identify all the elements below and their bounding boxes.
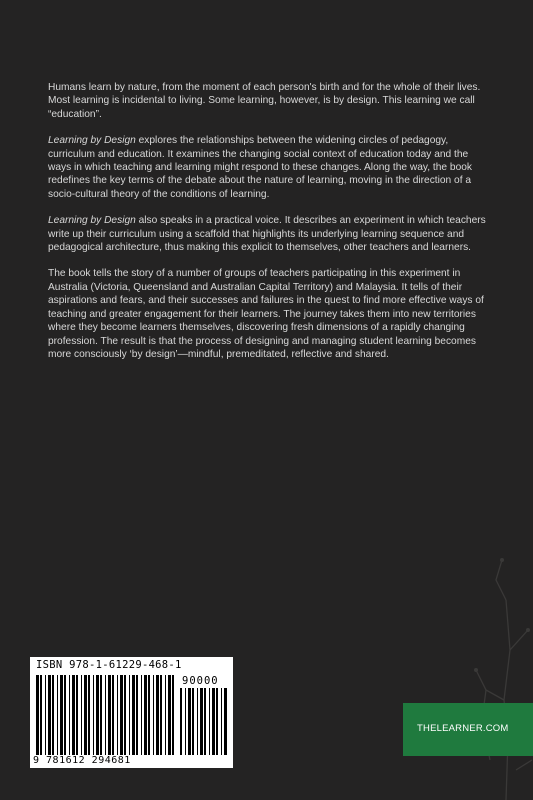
barcode-bar bbox=[221, 688, 222, 755]
barcode-bar bbox=[132, 675, 135, 755]
blurb-paragraph-2-text: explores the relationships between the widening circles of pedagogy, curriculum and education. It examines the changing social context of education today and the ways in which teaching and learning might respond to these changes. Along the way, the book redefines the key terms of the debate about the nature of learning, moving in the direction of a socio-cultural theory of the conditions of learning. bbox=[48, 135, 472, 200]
barcode-bar bbox=[76, 675, 78, 755]
barcode-bar bbox=[224, 688, 227, 755]
barcode-bar bbox=[117, 675, 118, 755]
barcode-bar bbox=[57, 675, 58, 755]
blurb-paragraph-3-text: also speaks in a practical voice. It describes an experiment in which teachers write up their curriculum using a scaffold that highlights its underlying learning sequence and pedagogical architecture, thus making this explicit to themselves, other teachers and learners. bbox=[48, 215, 486, 254]
barcode-bar bbox=[72, 675, 75, 755]
barcode-bar bbox=[197, 688, 198, 755]
barcode-bar bbox=[69, 675, 70, 755]
back-cover-blurb bbox=[48, 81, 490, 374]
publisher-badge bbox=[403, 703, 533, 756]
barcode-bar bbox=[60, 675, 63, 755]
barcode-bar bbox=[212, 688, 215, 755]
barcode-bar bbox=[52, 675, 54, 755]
barcode-bar bbox=[136, 675, 138, 755]
barcode-bar bbox=[141, 675, 142, 755]
barcode-bar bbox=[156, 675, 159, 755]
barcode-bar bbox=[105, 675, 106, 755]
barcode-bar bbox=[129, 675, 130, 755]
barcode-bar bbox=[93, 675, 94, 755]
barcode-bar bbox=[144, 675, 147, 755]
barcode-bar bbox=[112, 675, 114, 755]
book-title-inline: Learning by Design bbox=[48, 135, 136, 147]
barcode-bar bbox=[200, 688, 203, 755]
blurb-paragraph-1: Humans learn by nature, from the moment of each person's birth and for the whole of their lives. Most learning is incidental to living. Some learning, however, is by design. This learning we call “education”. bbox=[48, 82, 481, 120]
ean-digits: 9 781612 294681 bbox=[33, 755, 131, 766]
barcode-bar bbox=[45, 675, 46, 755]
price-code: 90000 bbox=[182, 675, 219, 687]
barcode-bar bbox=[88, 675, 90, 755]
barcode-bar bbox=[185, 688, 186, 755]
barcode-bar bbox=[124, 675, 126, 755]
blurb-paragraph-2 bbox=[48, 134, 490, 201]
isbn-label: ISBN 978-1-61229-468-1 bbox=[36, 659, 182, 671]
book-title-inline: Learning by Design bbox=[48, 215, 136, 227]
barcode-bar bbox=[153, 675, 154, 755]
barcode-bar bbox=[40, 675, 42, 755]
barcode-bar bbox=[48, 675, 51, 755]
isbn-barcode bbox=[30, 657, 233, 768]
barcode-bar bbox=[36, 675, 39, 755]
barcode-bar bbox=[84, 675, 87, 755]
publisher-website: THELEARNER.COM bbox=[417, 723, 509, 734]
barcode-bar bbox=[64, 675, 66, 755]
barcode-bar bbox=[172, 675, 174, 755]
barcode-bar bbox=[100, 675, 102, 755]
barcode-bar bbox=[168, 675, 171, 755]
barcode-bar bbox=[165, 675, 166, 755]
barcode-bar bbox=[120, 675, 123, 755]
barcode-bar bbox=[204, 688, 206, 755]
barcode-bar bbox=[108, 675, 111, 755]
barcode-bar bbox=[81, 675, 82, 755]
barcode-bar bbox=[180, 688, 182, 755]
barcode-bar bbox=[148, 675, 150, 755]
price-addon-bars bbox=[180, 688, 228, 755]
barcode-bar bbox=[216, 688, 218, 755]
blurb-paragraph-3 bbox=[48, 214, 490, 254]
barcode-bar bbox=[160, 675, 162, 755]
barcode-bar bbox=[192, 688, 194, 755]
ean-barcode-bars bbox=[36, 675, 176, 755]
blurb-paragraph-4: The book tells the story of a number of groups of teachers participating in this experiment in Australia (Victoria, Queensland and Australian Capital Territory) and Malaysia. It tells of their aspirations and fears, and their successes and failures in the quest to find more effective ways of teaching and greater engagement for their learners. The journey takes them into new territories where they become learners themselves, discovering fresh dimensions of a rapidly changing profession. The result is that the process of designing and managing student learning becomes more consciously ‘by design’—mindful, premeditated, reflective and shared. bbox=[48, 268, 484, 360]
barcode-bar bbox=[96, 675, 99, 755]
barcode-bar bbox=[209, 688, 210, 755]
barcode-bar bbox=[188, 688, 191, 755]
